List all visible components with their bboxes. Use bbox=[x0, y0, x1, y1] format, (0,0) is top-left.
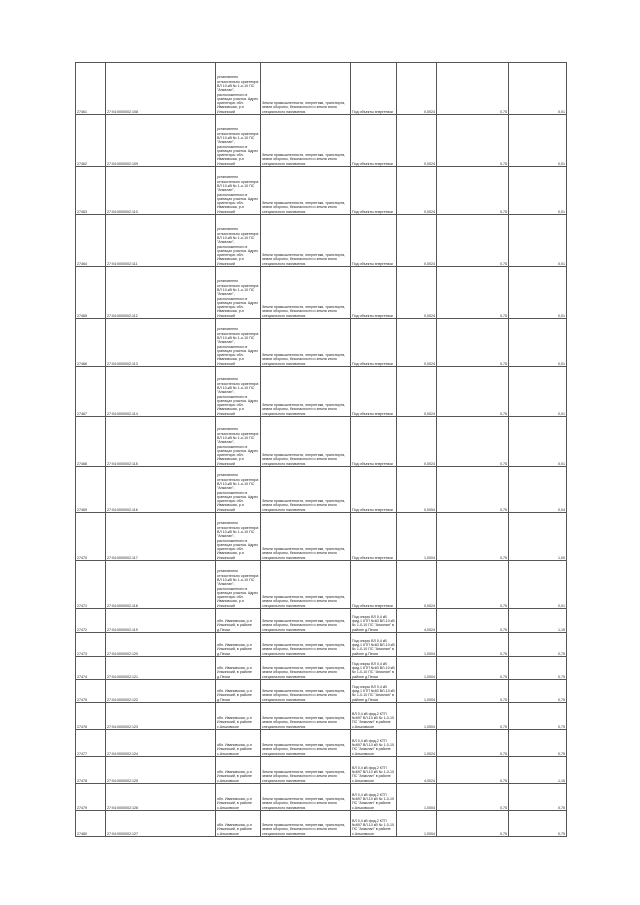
cell-n: 27470 bbox=[76, 513, 106, 561]
cell-n: 27462 bbox=[76, 115, 106, 167]
cell-use: Земли промышленности, энергетики, транспорта, земли обороны, безопасности и земли иного специального назначения bbox=[261, 467, 351, 513]
table-row bbox=[76, 657, 567, 680]
cell-addr: установлено относительно ориентира ВЛ 10-кВ № 1-о-10 ПС "Анкилан", расположенного в границах участка. Адрес ориентира: обл. Ивановская, р-н Ильинский bbox=[216, 367, 261, 417]
cell-cat: ВЛ 0,4 кВ фид.2 КТП №697 ВЛ-10 кВ № 1-0-10 ПС "Анкилан" в районе с.Аньковское bbox=[351, 757, 397, 784]
table-row bbox=[76, 561, 567, 609]
cell-rate: 0,75 bbox=[437, 63, 509, 115]
cell-area: 4,0024 bbox=[397, 757, 437, 784]
cell-use: Земли промышленности, энергетики, транспорта, земли обороны, безопасности и земли иного специального назначения bbox=[261, 417, 351, 467]
cell-code: 27:04:0000002:115 bbox=[106, 417, 216, 467]
cell-area: 0,0024 bbox=[397, 319, 437, 367]
cell-use: Земли промышленности, энергетики, транспорта, земли обороны, безопасности и земли иного специального назначения bbox=[261, 561, 351, 609]
cell-addr: обл. Ивановская, р-н Ильинский, в районе с.Аньковское bbox=[216, 757, 261, 784]
cell-rate: 0,75 bbox=[437, 115, 509, 167]
cell-use: Земли промышленности, энергетики, транспорта, земли обороны, безопасности и земли иного специального назначения bbox=[261, 215, 351, 267]
cell-n: 27469 bbox=[76, 467, 106, 513]
cell-addr: обл. Ивановская, р-н Ильинский, в районе с.Аньковское bbox=[216, 784, 261, 811]
cell-code: 27:04:0000002:120 bbox=[106, 633, 216, 657]
cell-cat: Под объекты энергетики bbox=[351, 513, 397, 561]
cell-cat: Под объекты энергетики bbox=[351, 267, 397, 319]
cell-addr: обл. Ивановская, р-н Ильинский, в районе с.Аньковское bbox=[216, 811, 261, 837]
cell-code: 27:04:0000002:124 bbox=[106, 730, 216, 757]
cell-code: 27:04:0000002:118 bbox=[106, 561, 216, 609]
cell-area: 1,0004 bbox=[397, 513, 437, 561]
table-row bbox=[76, 730, 567, 757]
cell-tax: 0,01 bbox=[509, 167, 567, 215]
cell-cat: ВЛ 0,4 кВ фид.2 КТП №697 ВЛ-10 кВ № 1-0-10 ПС "Анкилан" в районе с.Аньковское bbox=[351, 811, 397, 837]
cell-code: 27:04:0000002:122 bbox=[106, 680, 216, 703]
cell-cat: Под объекты энергетики bbox=[351, 167, 397, 215]
cell-n: 27480 bbox=[76, 811, 106, 837]
cell-tax: 0,75 bbox=[509, 703, 567, 730]
cell-code: 27:04:0000002:108 bbox=[106, 63, 216, 115]
cell-code: 27:04:0000002:116 bbox=[106, 467, 216, 513]
cell-rate: 0,75 bbox=[437, 609, 509, 633]
cell-area: 1,0004 bbox=[397, 703, 437, 730]
cell-rate: 0,75 bbox=[437, 633, 509, 657]
cell-tax: 1,00 bbox=[509, 513, 567, 561]
table-row bbox=[76, 367, 567, 417]
cell-addr: установлено относительно ориентира ВЛ 10-кВ № 1-о-10 ПС "Анкилан", расположенного в границах участка. Адрес ориентира: обл. Ивановская, р-н Ильинский bbox=[216, 167, 261, 215]
cell-n: 27477 bbox=[76, 730, 106, 757]
cell-cat: Под опоры ВЛ 0,4 кВ фид.1 КТП №83 ВЛ-10 кВ № 1-0-10 ПС "Анкилан" в районе д.Пески bbox=[351, 657, 397, 680]
table-row bbox=[76, 167, 567, 215]
cell-area: 1,0004 bbox=[397, 633, 437, 657]
cell-n: 27475 bbox=[76, 680, 106, 703]
cell-n: 27467 bbox=[76, 367, 106, 417]
cell-use: Земли промышленности, энергетики, транспорта, земли обороны, безопасности и земли иного специального назначения bbox=[261, 319, 351, 367]
cell-rate: 0,75 bbox=[437, 730, 509, 757]
cell-area: 0,0024 bbox=[397, 115, 437, 167]
cell-n: 27479 bbox=[76, 784, 106, 811]
cell-n: 27472 bbox=[76, 609, 106, 633]
cell-n: 27465 bbox=[76, 267, 106, 319]
cell-addr: установлено относительно ориентира ВЛ 10-кВ № 1-о-10 ПС "Анкилан", расположенного в границах участка. Адрес ориентира: обл. Ивановская, р-н Ильинский bbox=[216, 561, 261, 609]
cell-cat: Под объекты энергетики bbox=[351, 215, 397, 267]
table-row bbox=[76, 115, 567, 167]
cell-code: 27:04:0000002:112 bbox=[106, 267, 216, 319]
cell-cat: ВЛ 0,4 кВ фид.2 КТП №697 ВЛ-10 кВ № 1-0-10 ПС "Анкилан" в районе с.Аньковское bbox=[351, 703, 397, 730]
cell-use: Земли промышленности, энергетики, транспорта, земли обороны, безопасности и земли иного специального назначения bbox=[261, 730, 351, 757]
table-row bbox=[76, 319, 567, 367]
cell-tax: 0,01 bbox=[509, 215, 567, 267]
cell-tax: 1,15 bbox=[509, 757, 567, 784]
cell-code: 27:04:0000002:117 bbox=[106, 513, 216, 561]
cell-area: 0,0024 bbox=[397, 167, 437, 215]
cell-tax: 0,75 bbox=[509, 784, 567, 811]
cell-rate: 0,75 bbox=[437, 784, 509, 811]
cell-addr: установлено относительно ориентира ВЛ 10-кВ № 1-о-10 ПС "Анкилан", расположенного в границах участка. Адрес ориентира: обл. Ивановская, р-н Ильинский bbox=[216, 215, 261, 267]
cell-code: 27:04:0000002:121 bbox=[106, 657, 216, 680]
register-table bbox=[75, 62, 567, 837]
cell-addr: обл. Ивановская, р-н Ильинский, в районе с.Аньковское bbox=[216, 703, 261, 730]
cell-n: 27461 bbox=[76, 63, 106, 115]
cell-code: 27:04:0000002:110 bbox=[106, 167, 216, 215]
cell-rate: 0,75 bbox=[437, 811, 509, 837]
cell-addr: установлено относительно ориентира ВЛ 10-кВ № 1-о-10 ПС "Анкилан", расположенного в границах участка. Адрес ориентира: обл. Ивановская, р-н Ильинский bbox=[216, 319, 261, 367]
table-row bbox=[76, 513, 567, 561]
cell-code: 27:04:0000002:113 bbox=[106, 319, 216, 367]
table-row bbox=[76, 267, 567, 319]
table-row bbox=[76, 680, 567, 703]
table-row bbox=[76, 633, 567, 657]
cell-n: 27463 bbox=[76, 167, 106, 215]
cell-tax: 0,01 bbox=[509, 63, 567, 115]
cell-addr: обл. Ивановская, р-н Ильинский, в районе д.Пески bbox=[216, 633, 261, 657]
cell-use: Земли промышленности, энергетики, транспорта, земли обороны, безопасности и земли иного специального назначения bbox=[261, 757, 351, 784]
cell-code: 27:04:0000002:126 bbox=[106, 784, 216, 811]
table-row bbox=[76, 467, 567, 513]
cell-n: 27476 bbox=[76, 703, 106, 730]
cell-code: 27:04:0000002:125 bbox=[106, 757, 216, 784]
cell-addr: обл. Ивановская, р-н Ильинский, в районе д.Пески bbox=[216, 657, 261, 680]
cell-addr: обл. Ивановская, р-н Ильинский, в районе д.Пески bbox=[216, 609, 261, 633]
cell-area: 0,0024 bbox=[397, 417, 437, 467]
cell-addr: обл. Ивановская, р-н Ильинский, в районе д.Пески bbox=[216, 680, 261, 703]
cell-addr: обл. Ивановская, р-н Ильинский, в районе с.Аньковское bbox=[216, 730, 261, 757]
cell-tax: 0,01 bbox=[509, 561, 567, 609]
cell-rate: 0,75 bbox=[437, 680, 509, 703]
cell-code: 27:04:0000002:114 bbox=[106, 367, 216, 417]
cell-use: Земли промышленности, энергетики, транспорта, земли обороны, безопасности и земли иного специального назначения bbox=[261, 513, 351, 561]
cell-code: 27:04:0000002:119 bbox=[106, 609, 216, 633]
cell-use: Земли промышленности, энергетики, транспорта, земли обороны, безопасности и земли иного специального назначения bbox=[261, 811, 351, 837]
cell-cat: Под объекты энергетики bbox=[351, 115, 397, 167]
cell-cat: ВЛ 0,4 кВ фид.2 КТП №697 ВЛ-10 кВ № 1-0-10 ПС "Анкилан" в районе с.Аньковское bbox=[351, 784, 397, 811]
cell-code: 27:04:0000002:127 bbox=[106, 811, 216, 837]
cell-use: Земли промышленности, энергетики, транспорта, земли обороны, безопасности и земли иного специального назначения bbox=[261, 367, 351, 417]
cell-n: 27466 bbox=[76, 319, 106, 367]
cell-area: 0,0024 bbox=[397, 215, 437, 267]
cell-use: Земли промышленности, энергетики, транспорта, земли обороны, безопасности и земли иного специального назначения bbox=[261, 784, 351, 811]
cell-use: Земли промышленности, энергетики, транспорта, земли обороны, безопасности и земли иного специального назначения bbox=[261, 680, 351, 703]
cell-tax: 0,04 bbox=[509, 467, 567, 513]
cell-area: 1,0004 bbox=[397, 811, 437, 837]
cell-n: 27471 bbox=[76, 561, 106, 609]
cell-rate: 0,75 bbox=[437, 757, 509, 784]
cell-use: Земли промышленности, энергетики, транспорта, земли обороны, безопасности и земли иного специального назначения bbox=[261, 115, 351, 167]
cell-addr: установлено относительно ориентира ВЛ 10-кВ № 1-о-10 ПС "Анкилан", расположенного в границах участка. Адрес ориентира: обл. Ивановская, р-н Ильинский bbox=[216, 115, 261, 167]
cell-tax: 0,01 bbox=[509, 367, 567, 417]
table-row bbox=[76, 215, 567, 267]
cell-use: Земли промышленности, энергетики, транспорта, земли обороны, безопасности и земли иного специального назначения bbox=[261, 167, 351, 215]
cell-tax: 1,15 bbox=[509, 609, 567, 633]
table-row bbox=[76, 417, 567, 467]
cell-area: 0,0024 bbox=[397, 267, 437, 319]
cell-tax: 0,75 bbox=[509, 680, 567, 703]
cell-use: Земли промышленности, энергетики, транспорта, земли обороны, безопасности и земли иного специального назначения bbox=[261, 267, 351, 319]
cell-cat: Под опоры ВЛ 0,4 кВ фид.1 КТП №83 ВЛ-10 кВ № 1-0-10 ПС "Анкилан" в районе д.Пески bbox=[351, 680, 397, 703]
cell-area: 1,0004 bbox=[397, 680, 437, 703]
cell-cat: Под опоры ВЛ 0,4 кВ фид.1 КТП №83 ВЛ-10 кВ № 1-0-10 ПС "Анкилан" в районе д.Пески bbox=[351, 609, 397, 633]
cell-code: 27:04:0000002:109 bbox=[106, 115, 216, 167]
cell-use: Земли промышленности, энергетики, транспорта, земли обороны, безопасности и земли иного специального назначения bbox=[261, 63, 351, 115]
cell-area: 0,0024 bbox=[397, 63, 437, 115]
table-row bbox=[76, 609, 567, 633]
cell-rate: 0,75 bbox=[437, 703, 509, 730]
cell-area: 1,0004 bbox=[397, 657, 437, 680]
cell-use: Земли промышленности, энергетики, транспорта, земли обороны, безопасности и земли иного специального назначения bbox=[261, 633, 351, 657]
cell-n: 27464 bbox=[76, 215, 106, 267]
cell-cat: Под объекты энергетики bbox=[351, 417, 397, 467]
table-row bbox=[76, 811, 567, 837]
cell-tax: 0,01 bbox=[509, 115, 567, 167]
table-row bbox=[76, 703, 567, 730]
cell-cat: ВЛ 0,4 кВ фид.2 КТП №697 ВЛ-10 кВ № 1-0-10 ПС "Анкилан" в районе с.Аньковское bbox=[351, 730, 397, 757]
cell-tax: 0,01 bbox=[509, 319, 567, 367]
table-row bbox=[76, 63, 567, 115]
cell-tax: 0,75 bbox=[509, 730, 567, 757]
cell-code: 27:04:0000002:111 bbox=[106, 215, 216, 267]
cell-addr: установлено относительно ориентира ВЛ 10-кВ № 1-о-10 ПС "Анкилан", расположенного в границах участка. Адрес ориентира: обл. Ивановская, р-н Ильинский bbox=[216, 467, 261, 513]
cell-addr: установлено относительно ориентира ВЛ 10-кВ № 1-о-10 ПС "Анкилан", расположенного в границах участка. Адрес ориентира: обл. Ивановская, р-н Ильинский bbox=[216, 513, 261, 561]
cell-use: Земли промышленности, энергетики, транспорта, земли обороны, безопасности и земли иного специального назначения bbox=[261, 703, 351, 730]
cell-rate: 0,75 bbox=[437, 367, 509, 417]
cell-n: 27474 bbox=[76, 657, 106, 680]
cell-n: 27468 bbox=[76, 417, 106, 467]
cell-rate: 0,75 bbox=[437, 657, 509, 680]
cell-rate: 0,75 bbox=[437, 513, 509, 561]
cell-cat: Под опоры ВЛ 0,4 кВ фид.1 КТП №83 ВЛ-10 кВ № 1-0-10 ПС "Анкилан" в районе д.Пески bbox=[351, 633, 397, 657]
cell-area: 1,0004 bbox=[397, 784, 437, 811]
cell-area: 0,0024 bbox=[397, 561, 437, 609]
table-row bbox=[76, 784, 567, 811]
cell-rate: 0,75 bbox=[437, 267, 509, 319]
table-row bbox=[76, 757, 567, 784]
cell-rate: 0,75 bbox=[437, 167, 509, 215]
cell-rate: 0,75 bbox=[437, 215, 509, 267]
cell-rate: 0,75 bbox=[437, 561, 509, 609]
cell-tax: 0,75 bbox=[509, 811, 567, 837]
cell-area: 1,0024 bbox=[397, 730, 437, 757]
cell-rate: 0,75 bbox=[437, 417, 509, 467]
cell-tax: 0,01 bbox=[509, 417, 567, 467]
cell-tax: 0,75 bbox=[509, 657, 567, 680]
cell-addr: установлено относительно ориентира ВЛ 10-кВ № 1-о-10 ПС "Анкилан", расположенного в границах участка. Адрес ориентира: обл. Ивановская, р-н Ильинский bbox=[216, 267, 261, 319]
cell-area: 0,0054 bbox=[397, 467, 437, 513]
cell-addr: установлено относительно ориентира ВЛ 10-кВ № 1-о-10 ПС "Анкилан", расположенного в границах участка. Адрес ориентира: обл. Ивановская, р-н Ильинский bbox=[216, 63, 261, 115]
cell-cat: Под объекты энергетики bbox=[351, 63, 397, 115]
cell-cat: Под объекты энергетики bbox=[351, 561, 397, 609]
cell-tax: 0,75 bbox=[509, 633, 567, 657]
cell-addr: установлено относительно ориентира ВЛ 10-кВ № 1-о-10 ПС "Анкилан", расположенного в границах участка. Адрес ориентира: обл. Ивановская, р-н Ильинский bbox=[216, 417, 261, 467]
cell-n: 27478 bbox=[76, 757, 106, 784]
cell-use: Земли промышленности, энергетики, транспорта, земли обороны, безопасности и земли иного специального назначения bbox=[261, 657, 351, 680]
cell-area: 0,0024 bbox=[397, 367, 437, 417]
cell-cat: Под объекты энергетики bbox=[351, 367, 397, 417]
cell-cat: Под объекты энергетики bbox=[351, 319, 397, 367]
cell-n: 27473 bbox=[76, 633, 106, 657]
cell-tax: 0,01 bbox=[509, 267, 567, 319]
cell-rate: 0,75 bbox=[437, 319, 509, 367]
cell-area: 4,0024 bbox=[397, 609, 437, 633]
cell-cat: Под объекты энергетики bbox=[351, 467, 397, 513]
cell-use: Земли промышленности, энергетики, транспорта, земли обороны, безопасности и земли иного специального назначения bbox=[261, 609, 351, 633]
cell-code: 27:04:0000002:123 bbox=[106, 703, 216, 730]
cell-rate: 0,75 bbox=[437, 467, 509, 513]
